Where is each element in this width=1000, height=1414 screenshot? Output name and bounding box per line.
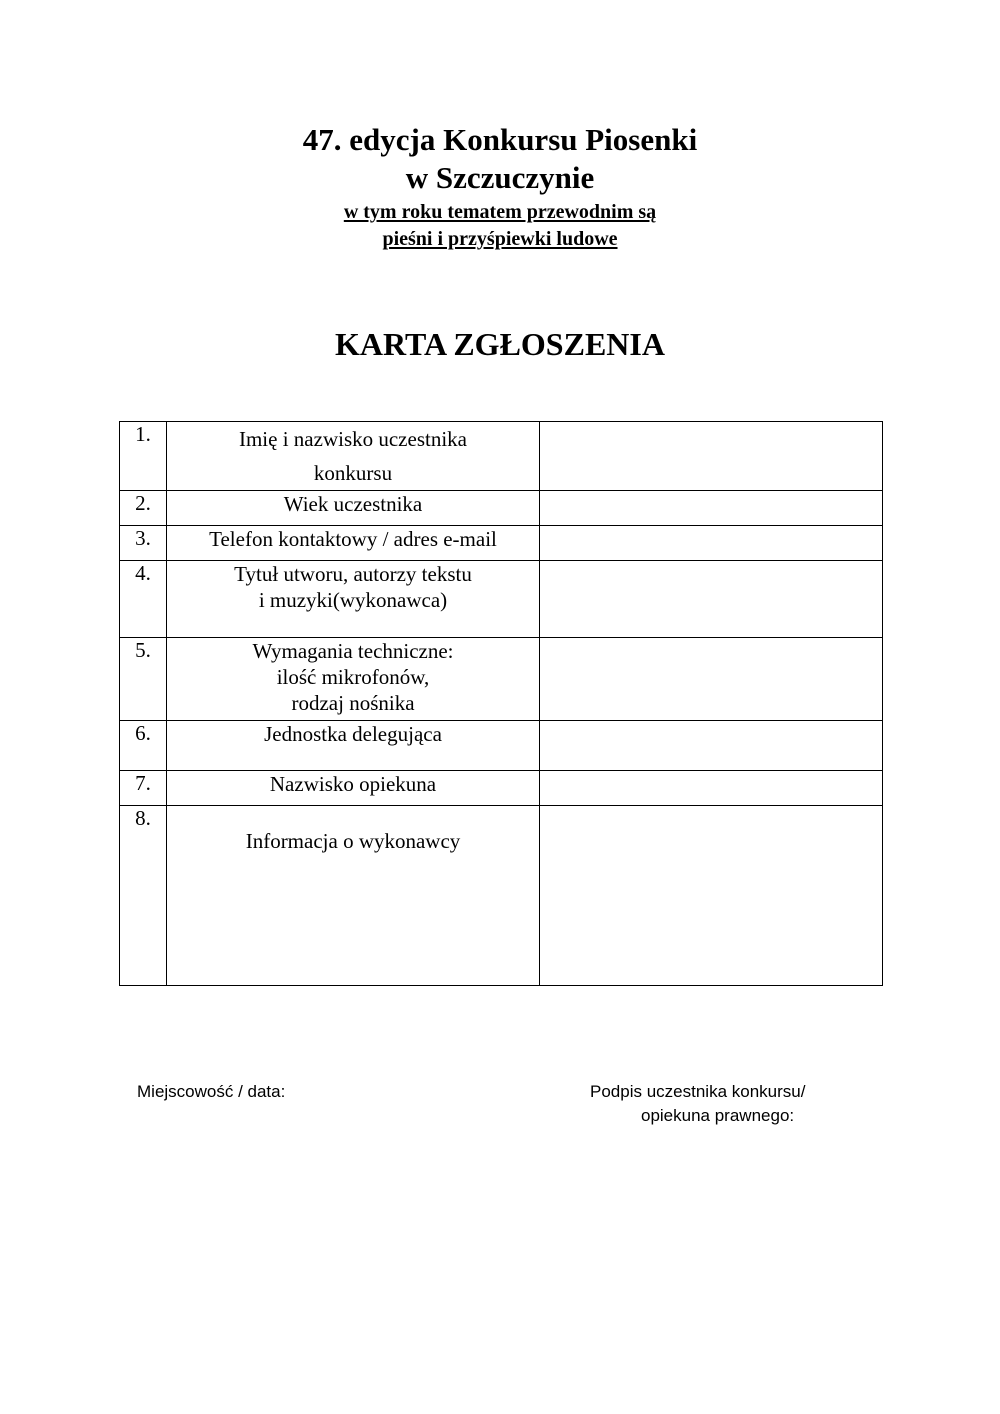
row-label <box>167 771 540 806</box>
form-row-unit <box>120 721 883 771</box>
form-row-guardian <box>120 771 883 806</box>
application-form-table <box>119 421 883 986</box>
form-row-name <box>120 422 883 491</box>
signature-label-line-1: Podpis uczestnika konkursu/ <box>590 1082 806 1101</box>
subtitle-line-1-text: w tym roku tematem przewodnim są <box>343 201 657 223</box>
row-label-line: Nazwisko opiekuna <box>269 772 437 796</box>
row-label-line: i muzyki(wykonawca) <box>258 588 448 612</box>
row-number: 6. <box>120 721 167 771</box>
row-label <box>167 638 540 721</box>
row-label-line: Telefon kontaktowy / adres e-mail <box>209 527 497 551</box>
form-row-performer-info <box>120 806 883 986</box>
row-label-line: Wymagania techniczne: <box>252 639 454 663</box>
title-line-1: 47. edycja Konkursu Piosenki <box>302 122 698 157</box>
technical-value-field[interactable] <box>540 638 883 721</box>
age-value-field[interactable] <box>540 491 883 526</box>
name-value-field[interactable] <box>540 422 883 491</box>
row-label-line: Informacja o wykonawcy <box>245 829 461 853</box>
form-row-technical <box>120 638 883 721</box>
signature-label-line-2: opiekuna prawnego: <box>641 1106 795 1125</box>
row-number: 1. <box>120 422 167 491</box>
subtitle-line-1 <box>0 199 1000 225</box>
place-date-label: Miejscowość / data: <box>137 1082 286 1101</box>
row-label-line: rodzaj nośnika <box>291 691 415 715</box>
title-line-2: w Szczuczynie <box>405 160 595 195</box>
row-label-line: Jednostka delegująca <box>264 722 442 746</box>
row-label-line: konkursu <box>313 461 393 485</box>
row-label-line: Imię i nazwisko uczestnika <box>238 427 467 451</box>
row-label-line: ilość mikrofonów, <box>276 665 430 689</box>
row-label <box>167 491 540 526</box>
form-row-song <box>120 561 883 638</box>
guardian-value-field[interactable] <box>540 771 883 806</box>
row-label <box>167 806 540 986</box>
row-label <box>167 721 540 771</box>
row-label <box>167 526 540 561</box>
form-row-age <box>120 491 883 526</box>
row-label-line: Tytuł utworu, autorzy tekstu <box>234 562 472 586</box>
row-number: 7. <box>120 771 167 806</box>
form-title: KARTA ZGŁOSZENIA <box>335 326 665 362</box>
contact-value-field[interactable] <box>540 526 883 561</box>
row-number: 8. <box>120 806 167 986</box>
row-number: 4. <box>120 561 167 638</box>
form-row-contact <box>120 526 883 561</box>
row-label <box>167 422 540 491</box>
row-number: 3. <box>120 526 167 561</box>
subtitle-line-2-text: pieśni i przyśpiewki ludowe <box>382 228 618 250</box>
row-number: 5. <box>120 638 167 721</box>
subtitle-line-2 <box>0 226 1000 252</box>
song-value-field[interactable] <box>540 561 883 638</box>
unit-value-field[interactable] <box>540 721 883 771</box>
performer-info-value-field[interactable] <box>540 806 883 986</box>
row-label-line: Wiek uczestnika <box>283 492 423 516</box>
row-number: 2. <box>120 491 167 526</box>
row-label <box>167 561 540 638</box>
